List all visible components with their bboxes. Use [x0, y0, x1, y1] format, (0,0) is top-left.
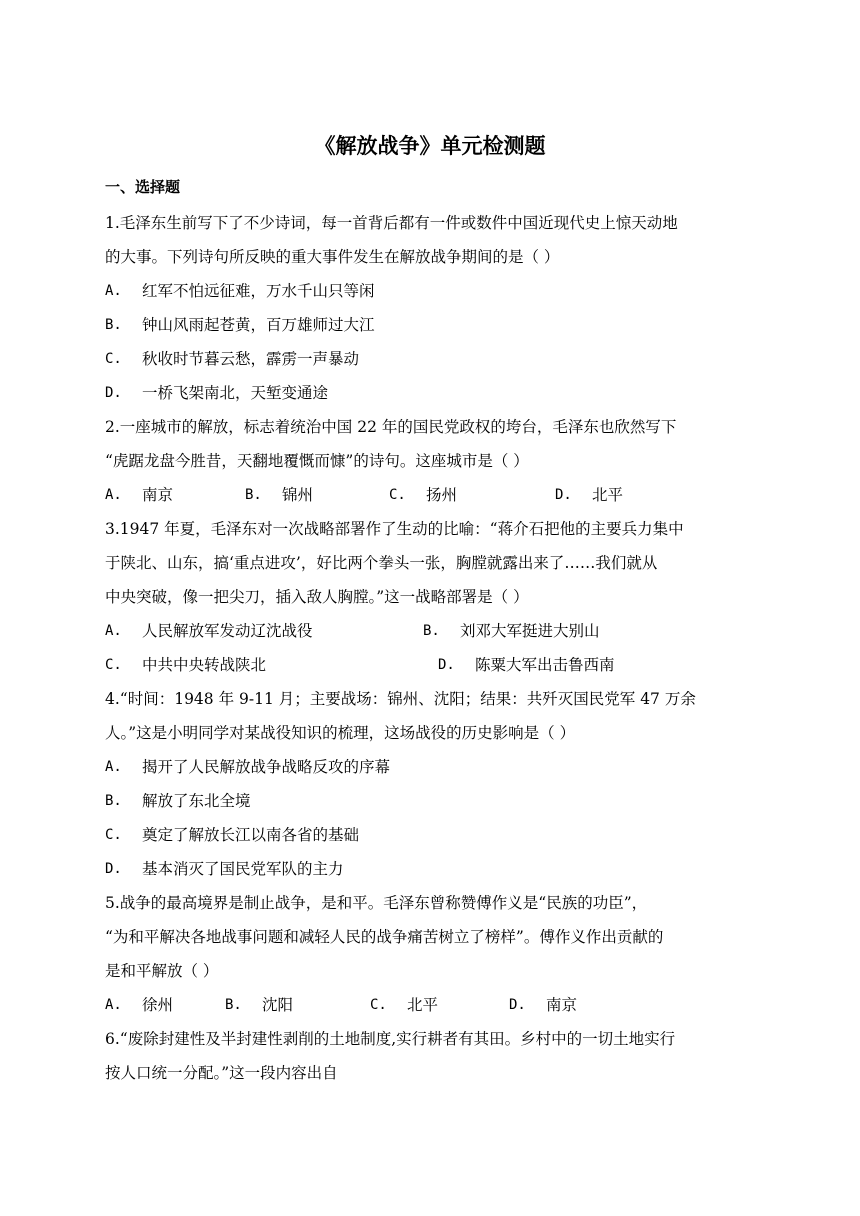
question-list: [105, 206, 757, 1090]
question-text: 6.“废除封建性及半封建性剥削的土地制度,实行耕者有其田。乡村中的一切土地实行: [105, 1030, 676, 1048]
option-label: C.: [370, 997, 387, 1013]
option-label: C.: [105, 827, 122, 843]
option-label: C.: [389, 487, 406, 503]
option-a: [105, 614, 423, 648]
option-a: [105, 750, 757, 784]
option-text: 徐州: [142, 996, 174, 1014]
option-row: [105, 478, 757, 512]
option-c: [370, 988, 509, 1022]
option-b: [225, 988, 370, 1022]
option-text: 刘邓大军挺进大别山: [460, 622, 600, 640]
question-6: [105, 1022, 757, 1090]
option-row: [105, 988, 757, 1022]
question-4: [105, 682, 757, 886]
option-a: [105, 478, 245, 512]
option-d: [105, 852, 757, 886]
question-text: 3.1947 年夏，毛泽东对一次战略部署作了生动的比喻：“蒋介石把他的主要兵力集中: [105, 520, 684, 538]
question-text: 4.“时间：1948 年 9-11 月；主要战场：锦州、沈阳；结果：共歼灭国民党军 47 万余: [105, 690, 696, 708]
option-text: 秋收时节暮云愁，霹雳一声暴动: [142, 350, 360, 368]
question-text: 人。”这是小明同学对某战役知识的梳理，这场战役的历史影响是（ ）: [105, 724, 576, 742]
option-text: 北平: [592, 486, 624, 504]
question-text: 中央突破，像一把尖刀，插入敌人胸膛。”这一战略部署是（ ）: [105, 588, 529, 606]
option-text: 中共中央转战陕北: [142, 656, 267, 674]
question-5: [105, 886, 757, 1022]
question-text: 的大事。下列诗句所反映的重大事件发生在解放战争期间的是（ ）: [105, 248, 560, 266]
document-title: 《解放战争》单元检测题: [314, 133, 546, 158]
question-3: [105, 512, 757, 682]
option-b: [423, 614, 600, 648]
option-label: A.: [105, 623, 122, 639]
option-text: 揭开了人民解放战争战略反攻的序幕: [142, 758, 391, 776]
option-text: 基本消灭了国民党军队的主力: [142, 860, 344, 878]
section-heading: 一、选择题: [105, 178, 181, 196]
option-text: 扬州: [426, 486, 458, 504]
option-text: 北平: [407, 996, 439, 1014]
option-text: 钟山风雨起苍黄，百万雄师过大江: [142, 316, 375, 334]
question-2: [105, 410, 757, 512]
option-row: [105, 648, 757, 682]
option-label: B.: [105, 317, 122, 333]
option-a: [105, 988, 225, 1022]
option-d: [438, 648, 615, 682]
option-label: B.: [423, 623, 440, 639]
option-label: A.: [105, 487, 122, 503]
option-row: [105, 614, 757, 648]
question-text: 2.一座城市的解放，标志着统治中国 22 年的国民党政权的垮台，毛泽东也欣然写下: [105, 418, 677, 436]
option-d: [509, 988, 577, 1022]
option-label: D.: [105, 385, 122, 401]
question-text: 按人口统一分配。”这一段内容出自: [105, 1064, 338, 1082]
option-c: [389, 478, 555, 512]
question-text: 1.毛泽东生前写下了不少诗词，每一首背后都有一件或数件中国近现代史上惊天动地: [105, 214, 678, 232]
question-text: “为和平解决各地战事问题和减轻人民的战争痛苦树立了榜样”。傅作义作出贡献的: [105, 928, 664, 946]
option-label: B.: [245, 487, 262, 503]
option-label: B.: [225, 997, 242, 1013]
option-c: [105, 818, 757, 852]
option-text: 南京: [142, 486, 174, 504]
option-text: 陈粟大军出击鲁西南: [475, 656, 615, 674]
option-a: [105, 274, 757, 308]
option-d: [105, 376, 757, 410]
option-label: C.: [105, 657, 122, 673]
option-text: 一桥飞架南北，天堑变通途: [142, 384, 329, 402]
option-label: A.: [105, 997, 122, 1013]
option-text: 解放了东北全境: [142, 792, 251, 810]
option-label: C.: [105, 351, 122, 367]
option-label: A.: [105, 759, 122, 775]
option-b: [245, 478, 389, 512]
option-b: [105, 784, 757, 818]
option-text: 沈阳: [262, 996, 294, 1014]
option-d: [555, 478, 623, 512]
question-text: “虎踞龙盘今胜昔，天翻地覆慨而慷”的诗句。这座城市是（ ）: [105, 452, 529, 470]
option-text: 红军不怕远征难，万水千山只等闲: [142, 282, 375, 300]
option-label: A.: [105, 283, 122, 299]
option-label: D.: [438, 657, 455, 673]
question-text: 于陕北、山东，搞‘重点进攻’，好比两个拳头一张，胸膛就露出来了……我们就从: [105, 554, 658, 572]
option-label: D.: [105, 861, 122, 877]
option-c: [105, 342, 757, 376]
option-label: B.: [105, 793, 122, 809]
option-c: [105, 648, 438, 682]
question-1: [105, 206, 757, 410]
option-text: 南京: [546, 996, 578, 1014]
option-text: 人民解放军发动辽沈战役: [142, 622, 313, 640]
option-label: D.: [509, 997, 526, 1013]
option-text: 奠定了解放长江以南各省的基础: [142, 826, 360, 844]
question-text: 是和平解放（ ）: [105, 962, 219, 980]
question-text: 5.战争的最高境界是制止战争，是和平。毛泽东曾称赞傅作义是“民族的功臣”，: [105, 894, 648, 912]
option-b: [105, 308, 757, 342]
option-text: 锦州: [282, 486, 314, 504]
option-label: D.: [555, 487, 572, 503]
